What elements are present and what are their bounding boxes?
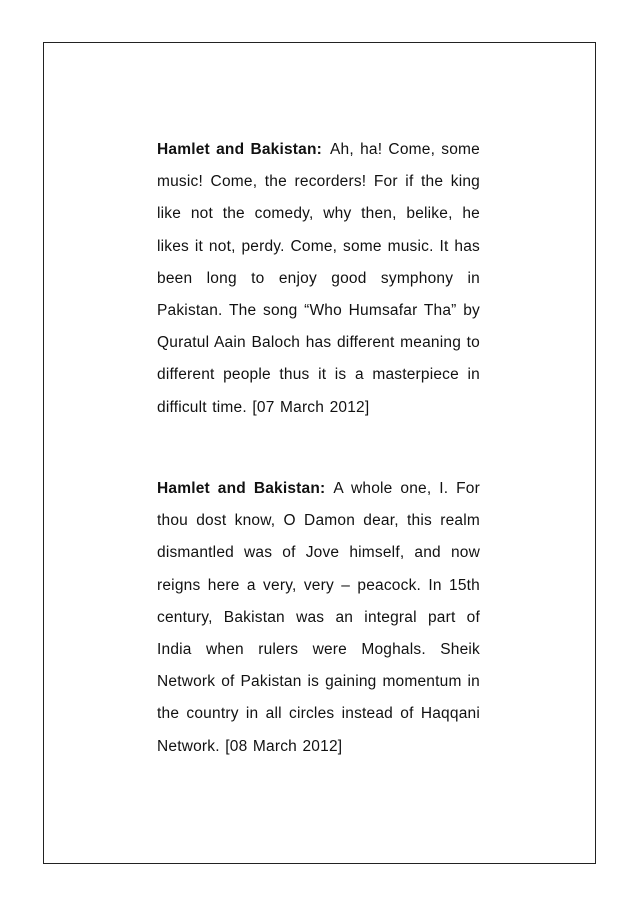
entry-speaker: Hamlet and Bakistan: (157, 141, 323, 158)
entry-speaker: Hamlet and Bakistan: (157, 480, 326, 497)
entry-text: A whole one, I. For thou dost know, O Damon dear, this realm dismantled was of Jove himself, and now reigns here a very, very – peacock. In 15th century, Bakistan was an integral part of India when rulers were Moghals. Sheik Network of Pakistan is gaining momentum in the country in all circles instead of Haqqani Network. [08 March 2012] (157, 480, 480, 755)
entry-text: Ah, ha! Come, some music! Come, the recorders! For if the king like not the comedy, why then, belike, he likes it not, perdy. Come, some music. It has been long to enjoy good symphony in Pakistan. The song “Who Humsafar Tha” by Quratul Aain Baloch has different meaning to different people thus it is a masterpiece in difficult time. [07 March 2012] (157, 141, 480, 416)
entry-paragraph-1 (157, 134, 480, 424)
entry-paragraph-2 (157, 473, 480, 763)
